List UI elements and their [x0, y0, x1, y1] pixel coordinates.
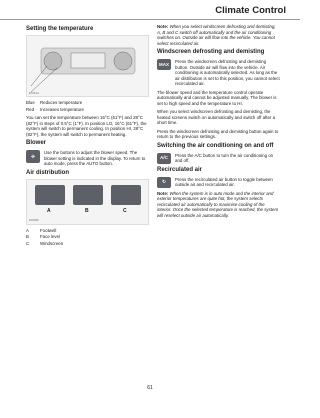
recirc-entry	[157, 177, 280, 188]
legend-key: Red	[26, 106, 35, 112]
legend-row	[26, 107, 149, 113]
blower-entry	[26, 150, 149, 167]
heading-air-conditioning: Switching the air conditioning on and off	[157, 142, 274, 149]
right-column	[157, 24, 280, 221]
ac-entry	[157, 153, 280, 164]
legend-row	[26, 100, 149, 106]
blower-text: Use the buttons to adjust the blower speed. The blower setting is indicated in the display. To return to auto mode, press the AUTO button.	[44, 150, 146, 166]
windscreen-entry	[157, 59, 280, 87]
legend-value: Increases temperature	[40, 106, 84, 112]
legend-key: Blue	[26, 100, 35, 105]
recirculation-icon: ↻	[157, 177, 171, 188]
callout-c: C	[123, 207, 127, 214]
windscreen-text: Press the windscreen defrosting and demisting button. Outside air will flow into the vehicle. Air conditioning is automatically selected. As long as the air distribution is set to this position, you cannot select recirculated air.	[175, 59, 280, 86]
legend-value: Reduces temperature	[40, 100, 83, 105]
legend-row	[26, 241, 149, 247]
header-rule	[0, 19, 300, 20]
ac-text: Press the A/C button to turn the air conditioning on and off.	[175, 152, 274, 163]
heading-setting-temperature: Setting the temperature	[26, 26, 94, 32]
heading-blower: Blower	[26, 140, 47, 146]
callout-b: B	[85, 207, 89, 214]
blower-speed-paragraph: The blower speed and the temperature control operate automatically and cannot be adjusted manually. The blower is set to high speed and the temperature to HI.	[157, 89, 277, 106]
legend-row	[26, 228, 149, 234]
air-distribution-illustration	[26, 179, 149, 225]
heading-recirculated-air: Recirculated air	[157, 166, 203, 173]
heading-windscreen-defrost: Windscreen defrosting and demisting	[157, 49, 265, 55]
page-header-title: Climate Control	[215, 5, 286, 16]
callout-a: A	[47, 207, 51, 214]
legend-row	[26, 234, 149, 240]
legend-value: Face level	[40, 234, 61, 239]
heated-screens-paragraph: When you select windscreen defrosting and demisting, the heated screens switch on automatically and switch off after a short time.	[157, 109, 276, 125]
note-paragraph	[157, 191, 280, 219]
temperature-paragraph: You can set the temperature between 16°C (61°F) and 28°C (82°F) in steps of 0.5°C (1°F). In position LO, 16°C (61°F), the system will switch to permanent cooling. In position HI, 28°C (82°F), the system will switch to permanent heating.	[26, 115, 147, 137]
climate-panel-drawing	[27, 36, 149, 96]
fan-icon: ✣	[26, 150, 40, 163]
page-number: 61	[147, 385, 153, 391]
legend-key: C	[26, 240, 30, 246]
left-column	[26, 24, 149, 247]
figure-code: E72134	[29, 90, 39, 95]
legend-key: A	[26, 227, 29, 233]
legend-value: Footwell	[40, 227, 57, 233]
footwell-icon	[35, 185, 65, 205]
figure-code: E70936	[29, 218, 39, 222]
legend-value: Windscreen	[40, 240, 64, 246]
note-label: Note:	[157, 190, 169, 196]
max-defrost-icon: MAX	[157, 59, 171, 70]
legend-key: B	[26, 234, 29, 239]
climate-panel-illustration	[26, 35, 149, 97]
return-settings-paragraph: Press the windscreen defrosting and demisting button again to return to the previous settings.	[157, 128, 279, 139]
note-label: Note:	[157, 24, 169, 29]
heading-air-distribution: Air distribution	[26, 169, 69, 176]
windscreen-icon	[111, 185, 141, 205]
ac-icon: A/C	[157, 153, 171, 164]
face-level-icon	[73, 185, 103, 205]
note-text: When you select windscreen defrosting and demisting, A, B and C switch off automatically and the air conditioning switches on. Outside air will flow into the vehicle. You cannot select recirculated air.	[157, 24, 276, 46]
note-paragraph	[157, 24, 280, 46]
recirc-text: Press the recirculated air button to toggle between outside air and recirculated air.	[175, 176, 273, 187]
note-text: When the system is in auto mode and the interior and exterior temperatures are quite hot, the system selects recirculated air automatically to maximise cooling of the interior. Once the selected temperature is reached, the system will reselect outside air automatically.	[157, 190, 279, 218]
